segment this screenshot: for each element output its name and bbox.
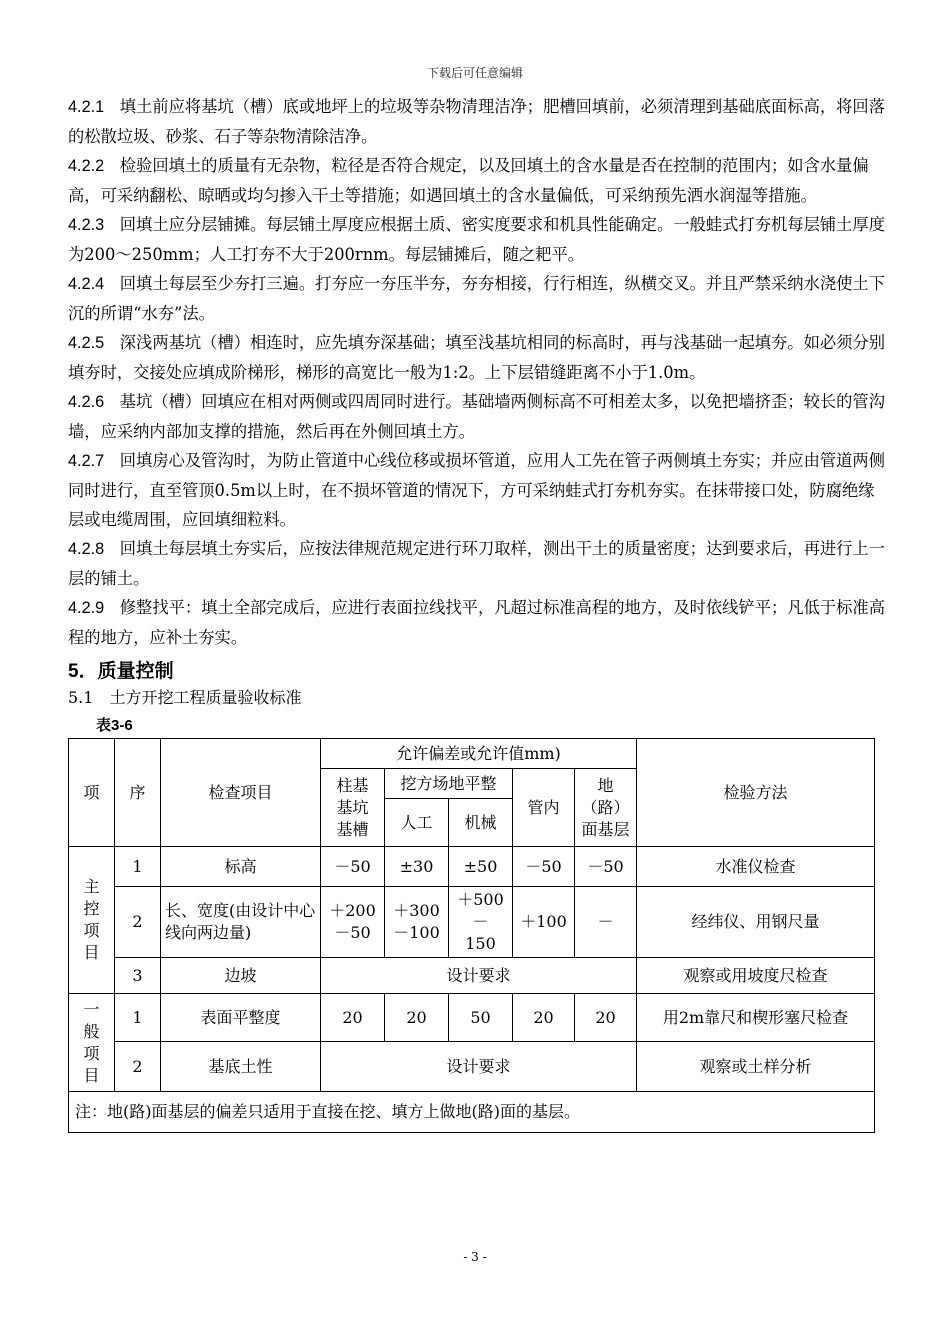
cell-value: －50 <box>513 847 575 887</box>
cell-value: 20 <box>321 994 385 1042</box>
cell-method: 水准仪检查 <box>637 847 875 887</box>
paragraph-4-2-7 <box>68 446 888 534</box>
cell-value: －50 <box>575 847 637 887</box>
clause-text: 修整找平：填土全部完成后，应进行表面拉线找平，凡超过标准高程的地方，及时依线铲平；凡低于标准高程的地方，应补土夯实。 <box>68 598 885 647</box>
clause-text: 回填土每层填土夯实后，应按法律规范规定进行环刀取样，测出干土的质量密度；达到要求后，再进行上一层的铺土。 <box>68 539 885 588</box>
paragraph-4-2-8 <box>68 534 888 593</box>
clause-number: 4.2.8 <box>68 540 105 558</box>
clause-text: 检验回填土的质量有无杂物，粒径是否符合规定，以及回填土的含水量是否在控制的范围内；如含水量偏高，可采纳翻松、晾晒或均匀掺入干土等措施；如遇回填土的含水量偏低，可采纳预先洒水润湿等措施。 <box>68 156 869 205</box>
header-check-item: 检查项目 <box>161 739 321 847</box>
cell-merged-value: 设计要求 <box>321 958 637 994</box>
cell-seq: 2 <box>115 1042 161 1092</box>
cell-value: ＋100 <box>513 887 575 958</box>
page-number: - 3 - <box>463 1250 487 1264</box>
cell-item: 标高 <box>161 847 321 887</box>
header-seq: 序 <box>115 739 161 847</box>
cell-item: 长、宽度(由设计中心线向两边量) <box>161 887 321 958</box>
clause-number: 4.2.2 <box>68 157 105 175</box>
clause-number: 4.2.4 <box>68 275 105 293</box>
clause-number: 4.2.5 <box>68 334 105 352</box>
cell-value: － <box>575 887 637 958</box>
cell-value: ＋200 －50 <box>321 887 385 958</box>
cell-value: ±50 <box>449 847 513 887</box>
cell-item: 边坡 <box>161 958 321 994</box>
cell-seq: 2 <box>115 887 161 958</box>
paragraph-4-2-1 <box>68 92 888 151</box>
clause-text: 深浅两基坑（槽）相连时，应先填夯深基础；填至浅基坑相同的标高时，再与浅基础一起填夯。如必须分别填夯时，交接处应填成阶梯形，梯形的高宽比一般为1:2。上下层错缝距离不小于1.0m。 <box>68 333 885 382</box>
table-header-row <box>69 739 875 769</box>
section-title: 5．质量控制 <box>68 661 174 682</box>
clause-text: 回填土每层至少夯打三遍。打夯应一夯压半夯，夯夯相接，行行相连，纵横交叉。并且严禁采纳水浇使土下沉的所谓“水夯”法。 <box>68 274 885 323</box>
table-note: 注：地(路)面基层的偏差只适用于直接在挖、填方上做地(路)面的基层。 <box>69 1092 875 1133</box>
table-note-row <box>69 1092 875 1133</box>
cell-value: 50 <box>449 994 513 1042</box>
header-pit: 柱基 基坑 基槽 <box>321 769 385 847</box>
cell-method: 观察或用坡度尺检查 <box>637 958 875 994</box>
paragraph-4-2-9 <box>68 593 888 652</box>
header-allowance: 允许偏差或允许值mm) <box>321 739 637 769</box>
paragraph-4-2-3 <box>68 210 888 269</box>
group-main: 主 控 项 目 <box>69 847 115 994</box>
table-caption: 表3-6 <box>96 717 133 734</box>
table-row <box>69 994 875 1042</box>
header-site: 挖方场地平整 <box>385 769 513 799</box>
table-row <box>69 1042 875 1092</box>
cell-item: 表面平整度 <box>161 994 321 1042</box>
cell-seq: 1 <box>115 994 161 1042</box>
header-pipe: 管内 <box>513 769 575 847</box>
cell-value: ±30 <box>385 847 449 887</box>
document-body <box>68 92 888 1133</box>
paragraph-4-2-2 <box>68 151 888 210</box>
cell-seq: 1 <box>115 847 161 887</box>
cell-value: 20 <box>385 994 449 1042</box>
cell-value: ＋500 － 150 <box>449 887 513 958</box>
cell-value: －50 <box>321 847 385 887</box>
paragraph-4-2-4 <box>68 269 888 328</box>
group-general: 一 般 项 目 <box>69 994 115 1092</box>
header-item: 项 <box>69 739 115 847</box>
paragraph-4-2-5 <box>68 328 888 387</box>
page-header: 下载后可任意编辑 <box>426 66 523 80</box>
clause-text: 填土前应将基坑（槽）底或地坪上的垃圾等杂物清理洁净；肥槽回填前，必须清理到基础底面标高，将回落的松散垃圾、砂浆、石子等杂物清除洁净。 <box>68 97 885 146</box>
clause-number: 4.2.1 <box>68 98 105 116</box>
cell-value: ＋300 －100 <box>385 887 449 958</box>
header-manual: 人工 <box>385 799 449 847</box>
cell-method: 经纬仪、用钢尺量 <box>637 887 875 958</box>
clause-number: 4.2.9 <box>68 599 105 617</box>
paragraph-4-2-6 <box>68 387 888 446</box>
clause-number: 4.2.7 <box>68 452 105 470</box>
header-method: 检验方法 <box>637 739 875 847</box>
clause-number: 4.2.3 <box>68 216 105 234</box>
cell-merged-value: 设计要求 <box>321 1042 637 1092</box>
quality-acceptance-table <box>68 738 875 1133</box>
header-road: 地 （路） 面基层 <box>575 769 637 847</box>
table-row <box>69 958 875 994</box>
clause-text: 基坑（槽）回填应在相对两侧或四周同时进行。基础墙两侧标高不可相差太多，以免把墙挤歪；较长的管沟墙，应采纳内部加支撑的措施，然后再在外侧回填土方。 <box>68 392 885 441</box>
cell-method: 用2m靠尺和楔形塞尺检查 <box>637 994 875 1042</box>
cell-value: 20 <box>575 994 637 1042</box>
table-row <box>69 847 875 887</box>
table-row <box>69 887 875 958</box>
cell-item: 基底土性 <box>161 1042 321 1092</box>
header-machine: 机械 <box>449 799 513 847</box>
cell-seq: 3 <box>115 958 161 994</box>
clause-text: 回填土应分层铺摊。每层铺土厚度应根据土质、密实度要求和机具性能确定。一般蛙式打夯机每层铺土厚度为200～250mm；人工打夯不大于200rnm。每层铺摊后，随之耙平。 <box>68 215 885 264</box>
cell-value: 20 <box>513 994 575 1042</box>
subsection-title: 5.1 土方开挖工程质量验收标准 <box>68 688 302 707</box>
cell-method: 观察或土样分析 <box>637 1042 875 1092</box>
clause-number: 4.2.6 <box>68 393 105 411</box>
clause-text: 回填房心及管沟时，为防止管道中心线位移或损坏管道，应用人工先在管子两侧填土夯实；并应由管道两侧同时进行，直至管顶0.5m以上时，在不损坏管道的情况下，方可采纳蛙式打夯机夯实。在抹带接口处，防腐绝缘层或电缆周围，应回填细粒料。 <box>68 451 885 529</box>
